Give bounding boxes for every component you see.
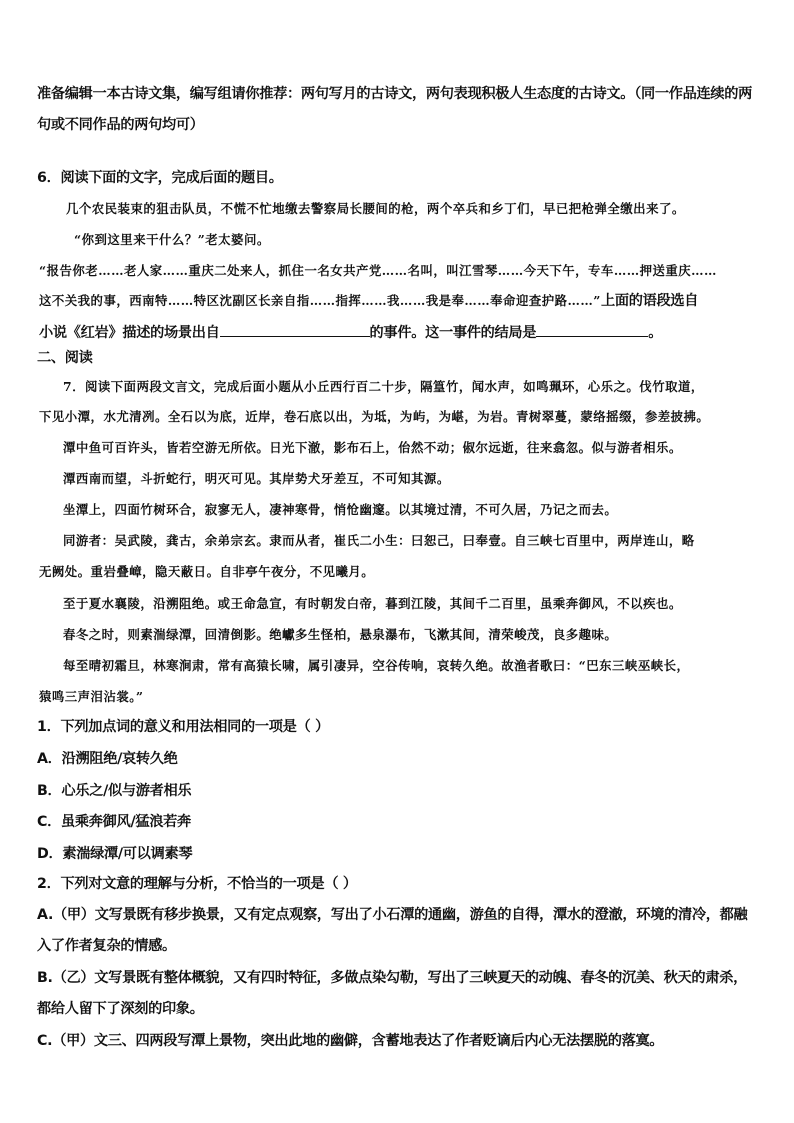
q6-question-part-1: 小说《红岩》描述的场景出自 [39,325,220,341]
question-2-option-b-continued: 都给人留下了深刻的印象。 [37,1001,204,1017]
q6-passage-line-1: 几个农民装束的狙击队员，不慌不忙地缴去警察局长腰间的枪，两个卒兵和乡丁们，早已把枪弹全缴出来了。 [66,201,685,216]
question-2-stem: 2．下列对文意的理解与分析，不恰当的一项是（ ） [37,876,357,892]
q7-passage-line-2: 下见小潭，水尤清冽。全石以为底，近岸，卷石底以出，为坻，为屿，为嵁，为岩。青树翠蔓，蒙络摇缀，参差披拂。 [39,409,710,424]
q7-passage-line-4: 潭西南而望，斗折蛇行，明灭可见。其岸势犬牙差互，不可知其源。 [63,471,450,486]
q6-question-part-2: 的事件。这一事件的结局是 [369,325,537,341]
q7-passage-line-11: 猿鸣三声泪沾裳。” [39,689,144,704]
q6-passage-line-2: “你到这里来干什么？”老太婆问。 [74,232,270,247]
question-2-option-a-continued: 入了作者复杂的情感。 [37,938,176,954]
q7-passage-line-8: 至于夏水襄陵，沿溯阻绝。或王命急宣，有时朝发白帝，暮到江陵，其间千二百里，虽乘奔御风，不以疾也。 [63,596,682,611]
answer-blank-event[interactable] [220,322,370,337]
q6-heading: 6．阅读下面的文字，完成后面的题目。 [37,170,283,186]
question-2-option-b[interactable]: B.（乙）文写景既有整体概貌，又有四时特征，多做点染勾勒，写出了三峡夏天的动魄、春冬的沉美、秋天的肃杀， [37,970,747,986]
q7-passage-line-6: 同游者：吴武陵，龚古，余弟宗玄。隶而从者，崔氏二小生：曰恕己，曰奉壹。自三峡七百里中，两岸连山，略 [63,533,695,548]
question-1-option-b[interactable]: B．心乐之/似与游者相乐 [37,783,192,799]
question-1-option-d[interactable]: D．素湍绿潭/可以调素琴 [37,846,193,862]
q6-passage-line-4 [39,290,698,310]
question-1-stem: 1．下列加点词的意义和用法相同的一项是（ ） [37,719,329,735]
question-1-option-a[interactable]: A．沿溯阻绝/哀转久绝 [37,751,178,767]
q7-passage-line-9: 春冬之时，则素湍绿潭，回清倒影。绝巘多生怪柏，悬泉瀑布，飞漱其间，清荣峻茂，良多趣味。 [63,627,618,642]
q6-passage-quote-end: 这不关我的事，西南特……特区沈副区长亲自指……指挥……我……我是奉……奉命迎查护路……” [39,293,601,308]
q5-text-line-2: 句或不同作品的两句均可） [37,117,204,133]
q6-question-line [39,322,662,342]
question-2-option-c[interactable]: C.（甲）文三、四两段写潭上景物，突出此地的幽僻，含蓄地表达了作者贬谪后内心无法摆脱的落寞。 [37,1033,664,1049]
section-heading-reading: 二、阅读 [37,350,93,366]
q7-passage-line-1: 7．阅读下面两段文言文，完成后面小题从小丘西行百二十步，隔篁竹，闻水声，如鸣珮环，心乐之。伐竹取道， [63,379,704,394]
answer-blank-outcome[interactable] [536,322,648,337]
q7-passage-line-3: 潭中鱼可百许头，皆若空游无所依。日光下澈，影布石上，佁然不动；俶尔远逝，往来翕忽。似与游者相乐。 [63,440,682,455]
q5-text-line-1: 准备编辑一本古诗文集，编写组请你推荐：两句写月的古诗文，两句表现积极人生态度的古诗文。（同一作品连续的两 [37,86,753,102]
question-2-option-a[interactable]: A.（甲）文写景既有移步换景，又有定点观察，写出了小石潭的通幽，游鱼的自得，潭水的澄澈，环境的清冷，都融 [37,907,748,923]
q7-passage-line-5: 坐潭上，四面竹树环合，寂寥无人，凄神寒骨，悄怆幽邃。以其境过清，不可久居，乃记之而去。 [63,502,618,517]
question-1-option-c[interactable]: C．虽乘奔御风/猛浪若奔 [37,814,191,830]
q6-passage-line-3: “报告你老……老人家……重庆二处来人，抓住一名女共产党……名叫，叫江雪琴……今天下午，专车……押送重庆…… [39,263,717,278]
q7-passage-line-7: 无阙处。重岩叠嶂，隐天蔽日。自非亭午夜分，不见曦月。 [39,564,375,579]
q6-question-part-3: 。 [648,325,663,341]
q6-question-lead: 上面的语段选自 [600,293,699,309]
q7-passage-line-10: 每至晴初霜旦，林寒涧肃，常有高猿长啸，属引凄异，空谷传响，哀转久绝。故渔者歌曰：“巴东三峡巫峡长， [63,658,690,673]
